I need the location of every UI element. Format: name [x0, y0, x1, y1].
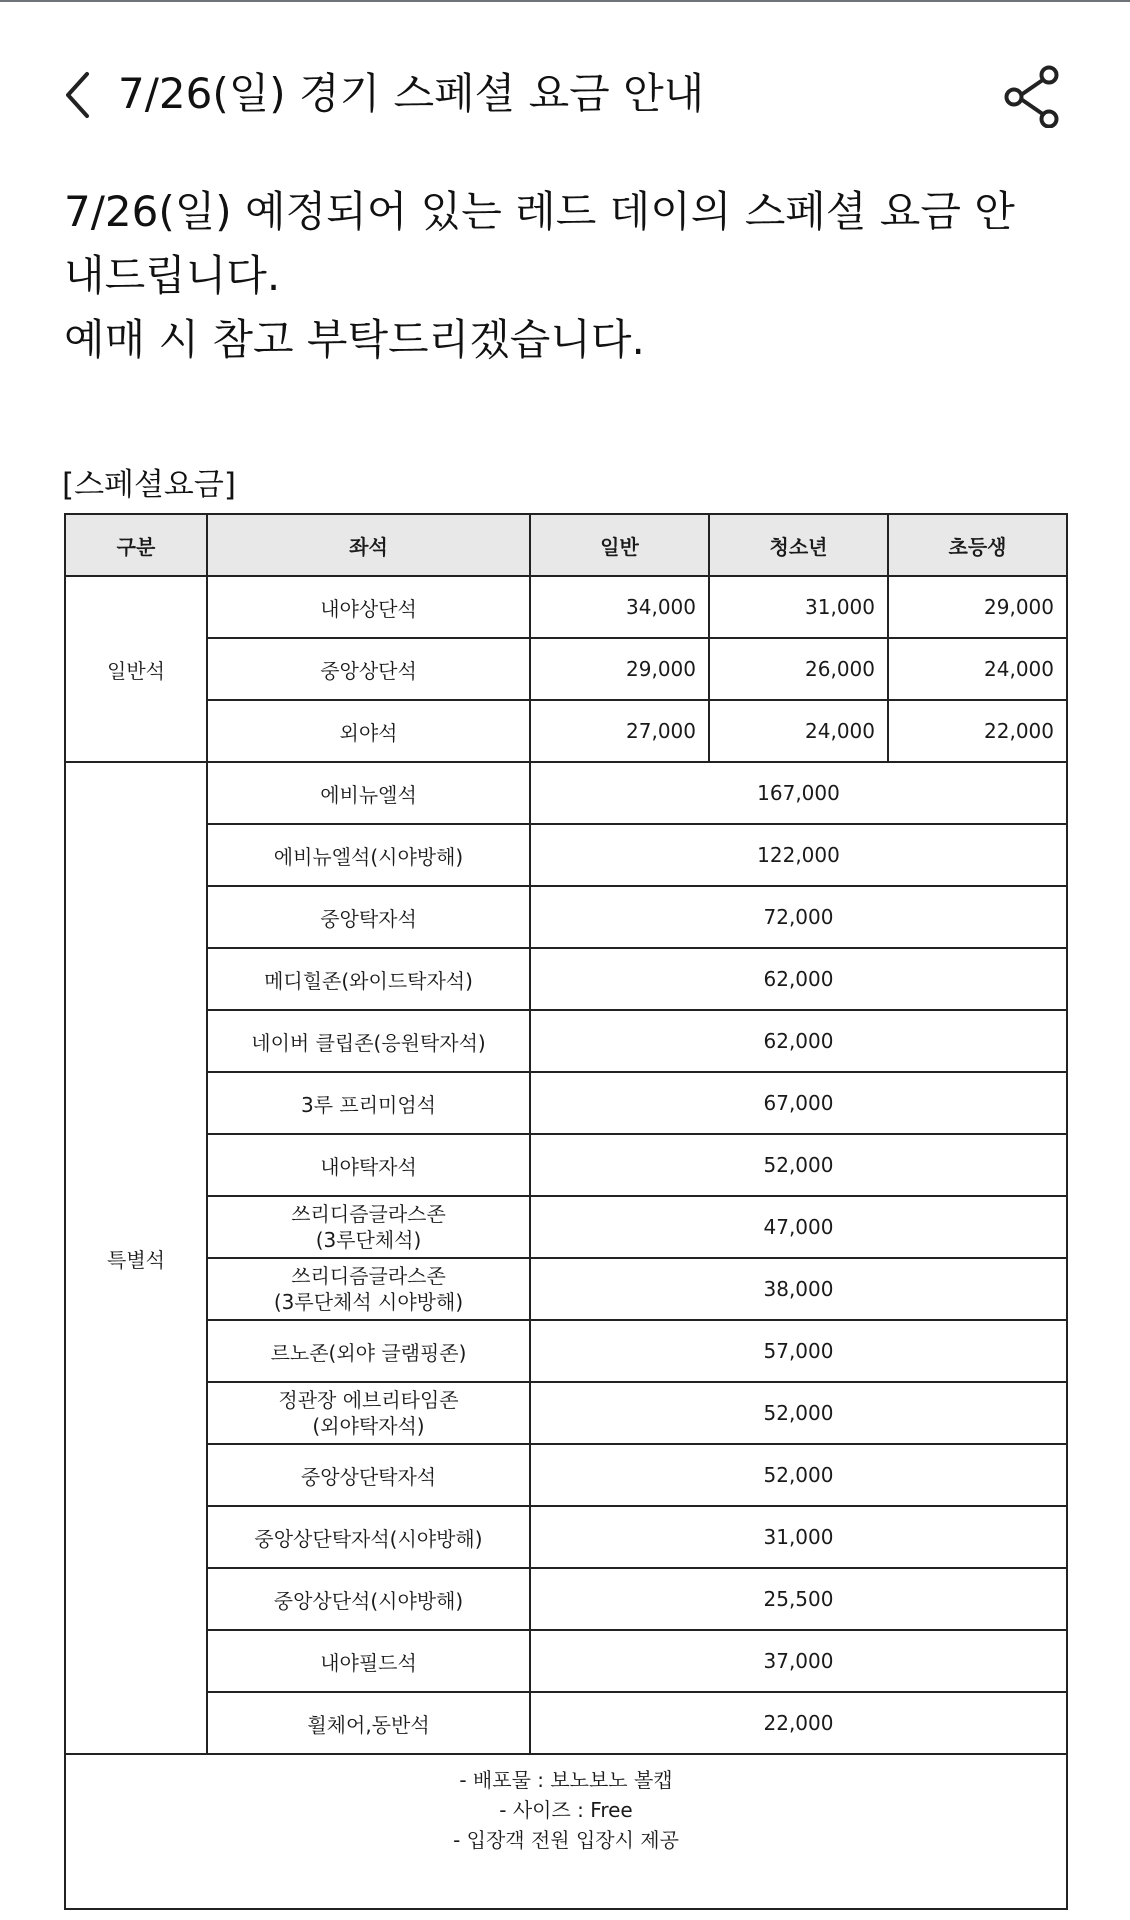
table-row	[65, 762, 1067, 824]
top-divider	[0, 0, 1130, 2]
seat-cell	[207, 1382, 530, 1444]
table-header-row	[65, 514, 1067, 576]
table-row	[65, 1692, 1067, 1754]
price-cell: 67,000	[530, 1072, 1067, 1134]
price-cell: 29,000	[530, 638, 709, 700]
table-row	[65, 700, 1067, 762]
category-cell: 일반석	[65, 576, 207, 762]
price-cell: 167,000	[530, 762, 1067, 824]
seat-cell: 내야상단석	[207, 576, 530, 638]
seat-line: 정관장 에브리타임존	[278, 1388, 459, 1412]
price-cell: 25,500	[530, 1568, 1067, 1630]
table-row	[65, 886, 1067, 948]
seat-cell: 에비뉴엘석(시야방해)	[207, 824, 530, 886]
table-row	[65, 576, 1067, 638]
seat-cell	[207, 1196, 530, 1258]
price-cell: 62,000	[530, 1010, 1067, 1072]
price-cell: 52,000	[530, 1134, 1067, 1196]
table-row	[65, 1196, 1067, 1258]
seat-cell: 휠체어,동반석	[207, 1692, 530, 1754]
table-row	[65, 1134, 1067, 1196]
seat-line: (3루단체석 시야방해)	[273, 1290, 464, 1314]
price-cell: 31,000	[709, 576, 888, 638]
price-cell: 24,000	[709, 700, 888, 762]
seat-cell: 메디힐존(와이드탁자석)	[207, 948, 530, 1010]
share-button[interactable]	[1000, 60, 1066, 132]
column-header: 일반	[530, 514, 709, 576]
price-cell: 37,000	[530, 1630, 1067, 1692]
seat-cell: 에비뉴엘석	[207, 762, 530, 824]
seat-cell: 르노존(외야 글램핑존)	[207, 1320, 530, 1382]
table-row	[65, 1382, 1067, 1444]
table-row	[65, 1320, 1067, 1382]
price-table	[64, 513, 1068, 1910]
price-cell: 22,000	[530, 1692, 1067, 1754]
notes-cell	[65, 1754, 1067, 1909]
table-row	[65, 1444, 1067, 1506]
price-cell: 47,000	[530, 1196, 1067, 1258]
seat-line: (3루단체석)	[315, 1228, 422, 1252]
seat-cell	[207, 1258, 530, 1320]
price-cell: 22,000	[888, 700, 1067, 762]
seat-cell: 중앙상단탁자석(시야방해)	[207, 1506, 530, 1568]
share-icon	[1003, 64, 1063, 128]
price-cell: 122,000	[530, 824, 1067, 886]
seat-cell: 내야탁자석	[207, 1134, 530, 1196]
app-header	[0, 48, 1130, 140]
price-cell: 52,000	[530, 1382, 1067, 1444]
intro-text	[64, 180, 1054, 372]
intro-line: 7/26(일) 예정되어 있는 레드 데이의 스페셜 요금 안내드립니다.	[64, 187, 1015, 300]
seat-cell: 중앙상단탁자석	[207, 1444, 530, 1506]
column-header: 청소년	[709, 514, 888, 576]
note-line: - 입장객 전원 입장시 제공	[453, 1828, 679, 1852]
seat-cell: 외야석	[207, 700, 530, 762]
seat-line: 쓰리디즘글라스존	[291, 1264, 446, 1288]
table-row	[65, 1630, 1067, 1692]
price-cell: 31,000	[530, 1506, 1067, 1568]
table-row	[65, 824, 1067, 886]
note-line: - 사이즈 : Free	[499, 1798, 633, 1822]
column-header: 구분	[65, 514, 207, 576]
table-row	[65, 1506, 1067, 1568]
price-cell: 26,000	[709, 638, 888, 700]
seat-cell: 중앙탁자석	[207, 886, 530, 948]
seat-line: 쓰리디즘글라스존	[291, 1202, 446, 1226]
section-label: [스페셜요금]	[62, 467, 236, 503]
table-row	[65, 638, 1067, 700]
seat-cell: 내야필드석	[207, 1630, 530, 1692]
price-cell: 27,000	[530, 700, 709, 762]
price-cell: 38,000	[530, 1258, 1067, 1320]
price-cell: 57,000	[530, 1320, 1067, 1382]
seat-cell: 중앙상단석(시야방해)	[207, 1568, 530, 1630]
seat-line: (외야탁자석)	[312, 1414, 425, 1438]
seat-cell: 중앙상단석	[207, 638, 530, 700]
price-cell: 29,000	[888, 576, 1067, 638]
price-cell: 62,000	[530, 948, 1067, 1010]
seat-cell: 네이버 클립존(응원탁자석)	[207, 1010, 530, 1072]
price-cell: 52,000	[530, 1444, 1067, 1506]
note-line: - 배포물 : 보노보노 볼캡	[459, 1768, 673, 1792]
chevron-left-icon	[63, 70, 93, 120]
column-header: 좌석	[207, 514, 530, 576]
table-row	[65, 1072, 1067, 1134]
notes-row	[65, 1754, 1067, 1909]
table-row	[65, 1568, 1067, 1630]
price-cell: 24,000	[888, 638, 1067, 700]
table-row	[65, 1010, 1067, 1072]
intro-line: 예매 시 참고 부탁드리겠습니다.	[64, 315, 645, 364]
price-cell: 72,000	[530, 886, 1067, 948]
table-row	[65, 948, 1067, 1010]
category-cell: 특별석	[65, 762, 207, 1754]
column-header: 초등생	[888, 514, 1067, 576]
page-title: 7/26(일) 경기 스페셜 요금 안내	[118, 69, 705, 118]
seat-cell: 3루 프리미엄석	[207, 1072, 530, 1134]
price-cell: 34,000	[530, 576, 709, 638]
back-button[interactable]	[56, 70, 100, 120]
table-row	[65, 1258, 1067, 1320]
